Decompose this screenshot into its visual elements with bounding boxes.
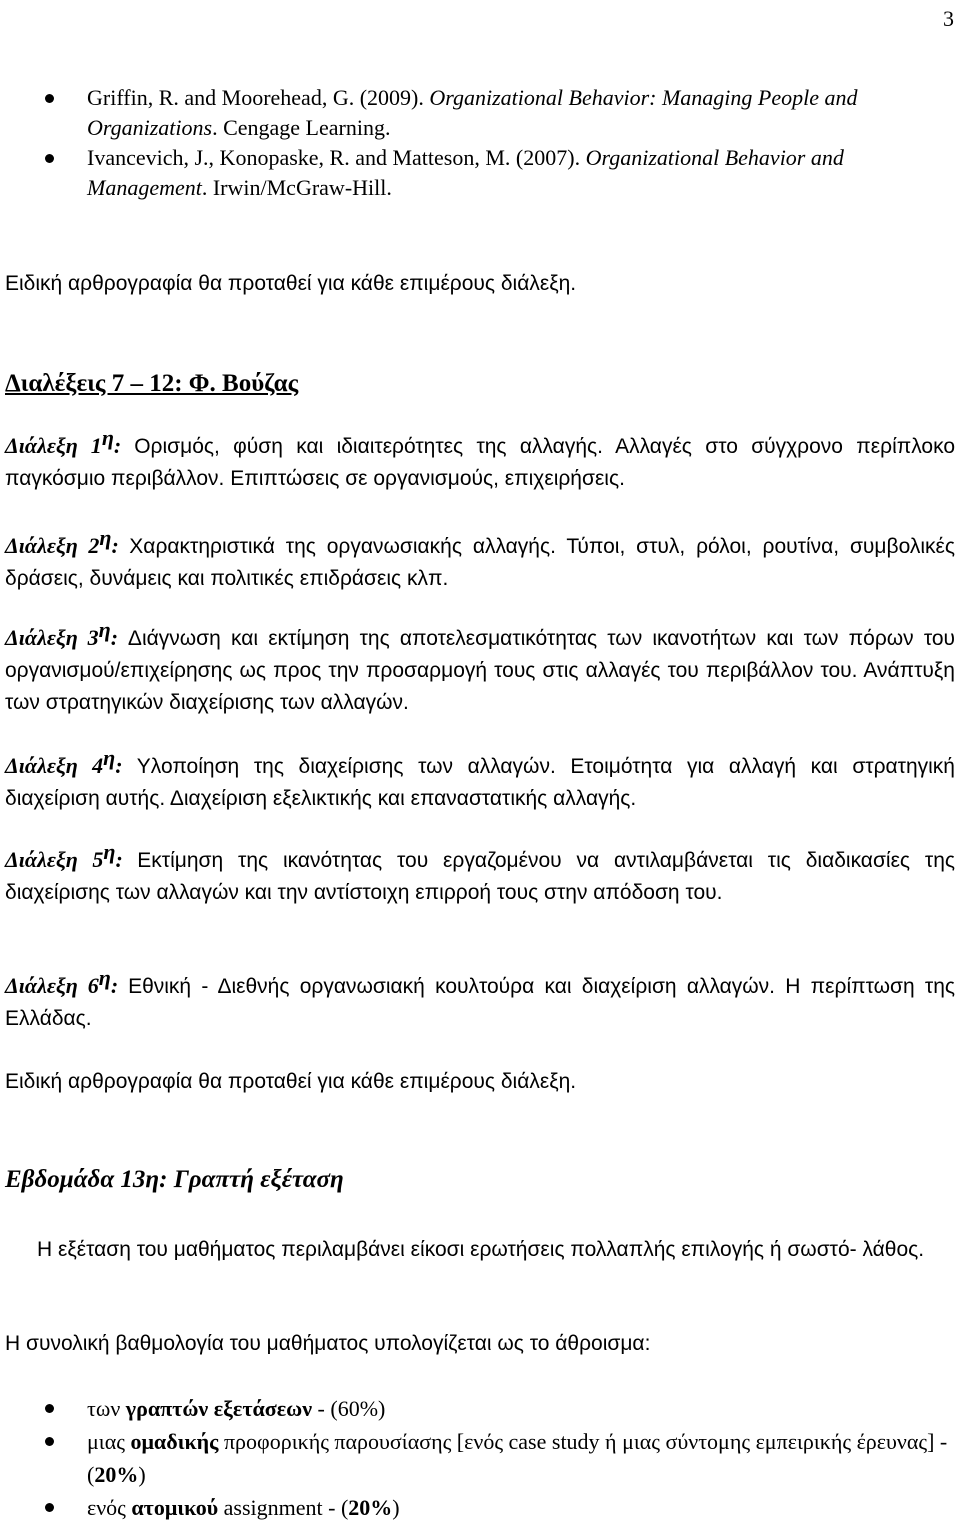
grading-item: μιας ομαδικής προφορικής παρουσίασης [ενός case study ή μιας σύντομης εμπειρικής έρευνας] - (20%) (5, 1425, 955, 1491)
reference-list (5, 83, 955, 203)
special-articles-note: Ειδική αρθρογραφία θα προταθεί για κάθε επιμέρους διάλεξη. (5, 1070, 577, 1093)
lecture-6: Διάλεξη $6^\eta$: Εθνική - Διεθνής οργανωσιακή κουλτούρα και διαχείριση αλλαγών. Η περίπτωση της Ελλάδας. (5, 965, 956, 1030)
grading-item: ενός ατομικού assignment - (20%) (5, 1491, 955, 1524)
lecture-5: Διάλεξη $5^\eta$: Εκτίμηση της ικανότητας του εργαζομένου να αντιλαμβάνεται τις διαδικασίες της διαχείρισης των αλλαγών και την αντίστοιχη επιρροή τους στην απόδοση του. (5, 839, 956, 904)
lecture-3: Διάλεξη $3^\eta$: Διάγνωση και εκτίμηση της αποτελεσματικότητας των ικανοτήτων και των πόρων του οργανισμού/επιχείρησης ως προς την προσαρμογή τους στις αλλαγές του περιβάλλον του. Ανάπτυξη των στρατηγικών διαχείρισης των αλλαγών. (5, 617, 955, 714)
exam-description: Η εξέταση του μαθήματος περιλαμβάνει είκοσι ερωτήσεις πολλαπλής επιλογής ή σωστό- λάθος. (37, 1238, 925, 1261)
reference-item: Griffin, R. and Moorehead, G. (2009). Organizational Behavior: Managing People and Organizations. Cengage Learning. (5, 83, 955, 143)
special-articles-note: Ειδική αρθρογραφία θα προταθεί για κάθε επιμέρους διάλεξη. (5, 272, 577, 295)
page-number: 3 (943, 6, 954, 31)
lecture-4: Διάλεξη $4^\eta$: Υλοποίηση της διαχείρισης των αλλαγών. Ετοιμότητα για αλλαγή και στρατηγική διαχείριση αυτής. Διαχείριση εξελικτικής και επαναστατικής αλλαγής. (5, 745, 955, 810)
exam-heading: Εβδομάδα 13η: Γραπτή εξέταση (5, 1166, 344, 1193)
reference-item: Ivancevich, J., Konopaske, R. and Matteson, M. (2007). Organizational Behavior and Management. Irwin/McGraw-Hill. (5, 143, 955, 203)
lecture-2: Διάλεξη $2^\eta$: Χαρακτηριστικά της οργανωσιακής αλλαγής. Τύποι, στυλ, ρόλοι, ρουτίνα, συμβολικές δράσεις, δυνάμεις και πολιτικές επιδράσεις κλπ. (5, 525, 955, 590)
lecture-1: Διάλεξη $1^\eta$: Ορισμός, φύση και ιδιαιτερότητες της αλλαγής. Αλλαγές στο σύγχρονο περίπλοκο παγκόσμιο περιβάλλον. Επιπτώσεις σε οργανισμούς, επιχειρήσεις. (5, 425, 956, 490)
grading-item: των γραπτών εξετάσεων - (60%) (5, 1392, 955, 1425)
grading-list (5, 1392, 955, 1524)
section-heading: Διαλέξεις 7 – 12: Φ. Βούζας (5, 370, 299, 397)
grading-intro: Η συνολική βαθμολογία του μαθήματος υπολογίζεται ως το άθροισμα: (5, 1332, 651, 1355)
